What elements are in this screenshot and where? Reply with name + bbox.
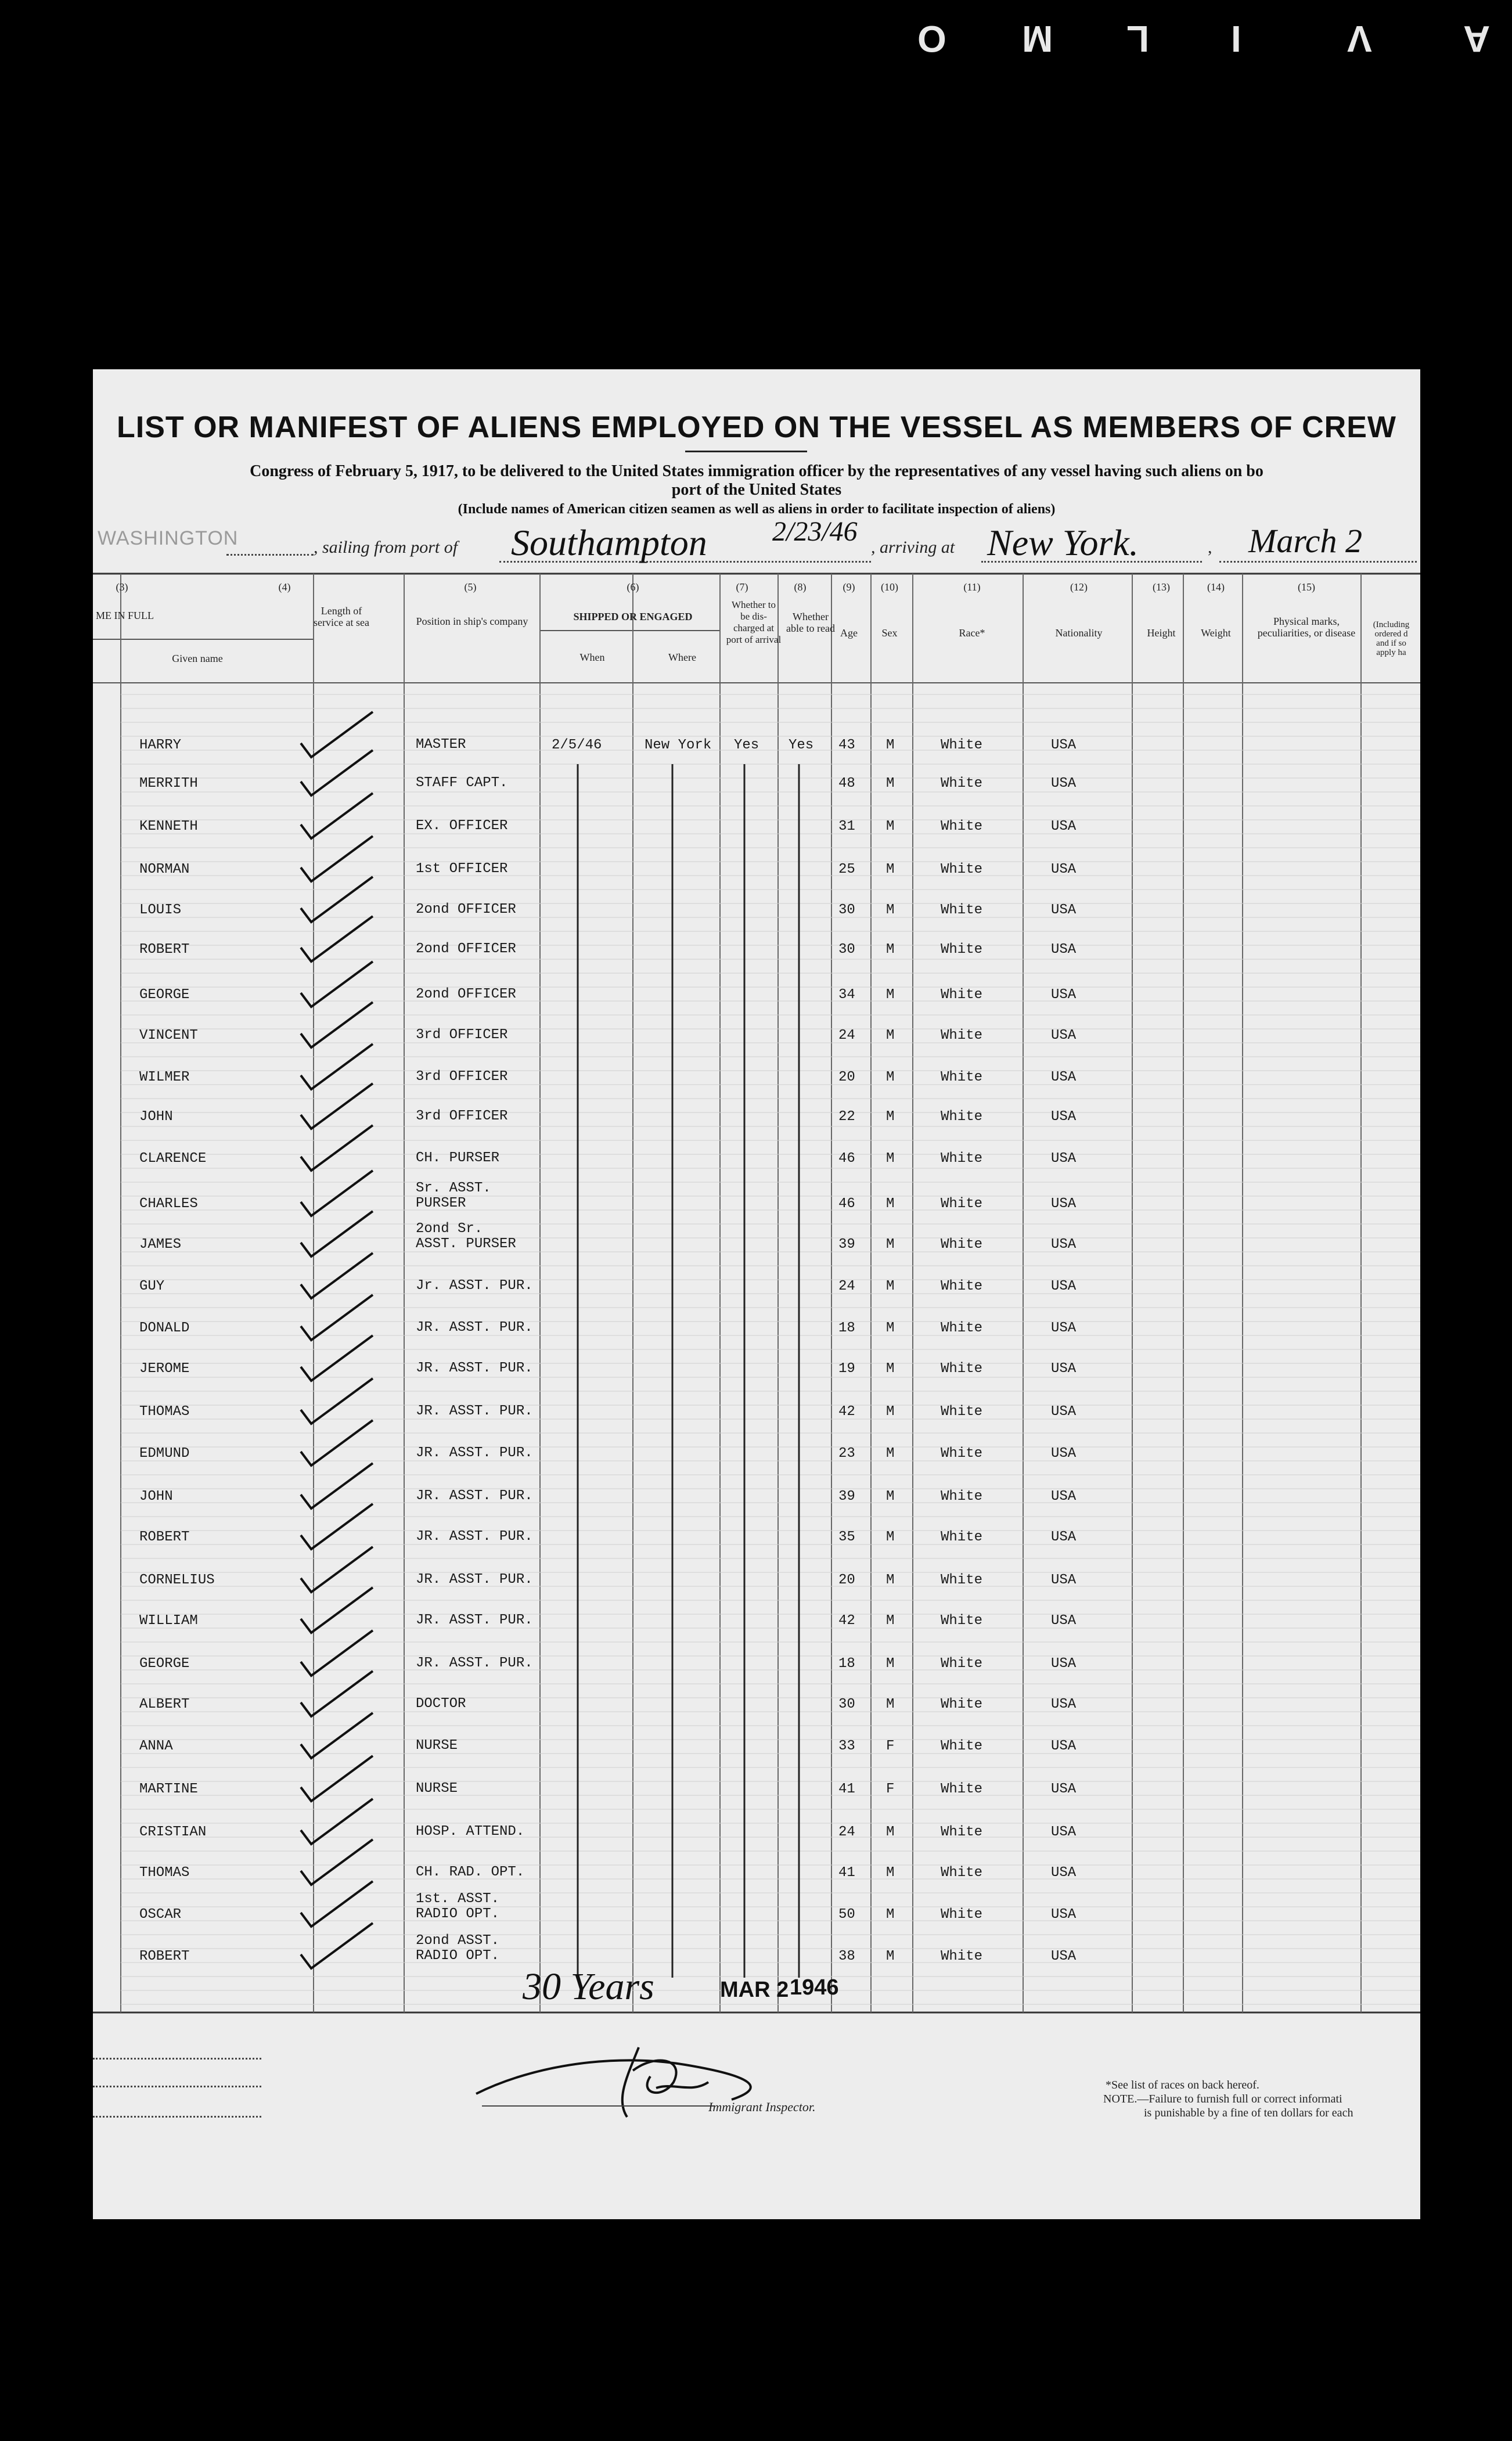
- nationality: USA: [1051, 1613, 1077, 1629]
- colnum-12: (12): [1070, 581, 1088, 593]
- colnum-11: (11): [963, 581, 981, 593]
- film-mark: A: [1463, 18, 1491, 60]
- sex: M: [886, 1151, 895, 1167]
- race: White: [941, 737, 983, 753]
- sex: M: [886, 1237, 895, 1252]
- footnote-races: *See list of races on back hereof.: [1106, 2079, 1259, 2091]
- position: Jr. ASST. PUR.: [416, 1278, 533, 1294]
- age: 33: [838, 1738, 855, 1754]
- position: JR. ASST. PUR.: [416, 1360, 533, 1376]
- sailing-date: 2/23/46: [772, 516, 858, 547]
- nationality: USA: [1051, 1656, 1077, 1672]
- header-physical-marks: Physical marks, peculiarities, or disease: [1257, 615, 1356, 639]
- given-name: CHARLES: [139, 1196, 198, 1212]
- nationality: USA: [1051, 942, 1077, 957]
- position: JR. ASST. PUR.: [416, 1572, 533, 1587]
- colnum-9: (9): [843, 581, 855, 593]
- given-name: GEORGE: [139, 1656, 190, 1672]
- first-row-discharged: Yes: [734, 737, 759, 753]
- position: 3rd OFFICER: [416, 1027, 508, 1043]
- sex: M: [886, 776, 895, 791]
- race: White: [941, 776, 983, 791]
- nationality: USA: [1051, 1781, 1077, 1797]
- race: White: [941, 1572, 983, 1588]
- sex: M: [886, 1361, 895, 1377]
- given-name: GEORGE: [139, 987, 190, 1003]
- film-mark: I: [1231, 18, 1241, 60]
- date-stamp: MAR 2: [720, 1978, 789, 2002]
- age: 42: [838, 1613, 855, 1629]
- given-name: CRISTIAN: [139, 1824, 207, 1840]
- nationality: USA: [1051, 1361, 1077, 1377]
- sex: M: [886, 1196, 895, 1212]
- header-weight: Weight: [1201, 627, 1231, 639]
- header-length-of-service: Length of service at sea: [314, 605, 369, 628]
- age: 42: [838, 1404, 855, 1420]
- race: White: [941, 1196, 983, 1212]
- position: 2ond Sr. ASST. PURSER: [416, 1221, 516, 1252]
- nationality: USA: [1051, 819, 1077, 834]
- arrival-date: March 2: [1248, 522, 1362, 560]
- given-name: KENNETH: [139, 819, 198, 834]
- film-mark: L: [1126, 18, 1150, 60]
- race: White: [941, 1404, 983, 1420]
- nationality: USA: [1051, 776, 1077, 791]
- header-where: Where: [668, 651, 696, 663]
- age: 48: [838, 776, 855, 791]
- sex: M: [886, 987, 895, 1003]
- position: NURSE: [416, 1738, 458, 1754]
- colnum-6: (6): [627, 581, 639, 593]
- given-name: WILLIAM: [139, 1613, 198, 1629]
- table-grid: [93, 369, 1420, 2219]
- position: 3rd OFFICER: [416, 1108, 508, 1124]
- sailing-port: Southampton: [511, 522, 707, 563]
- nationality: USA: [1051, 737, 1077, 753]
- nationality: USA: [1051, 1949, 1077, 1964]
- age: 18: [838, 1656, 855, 1672]
- date-stamp-year: 1946: [790, 1975, 839, 2000]
- age: 39: [838, 1489, 855, 1504]
- race: White: [941, 1697, 983, 1712]
- race: White: [941, 819, 983, 834]
- colnum-14: (14): [1207, 581, 1225, 593]
- sex: M: [886, 1824, 895, 1840]
- age: 39: [838, 1237, 855, 1252]
- given-name: LOUIS: [139, 902, 182, 918]
- page-title: LIST OR MANIFEST OF ALIENS EMPLOYED ON THE VESSEL AS MEMBERS OF CREW: [117, 411, 1396, 444]
- colnum-13: (13): [1153, 581, 1170, 593]
- position: 1st OFFICER: [416, 861, 508, 877]
- position: DOCTOR: [416, 1696, 466, 1712]
- race: White: [941, 1949, 983, 1964]
- position: JR. ASST. PUR.: [416, 1655, 533, 1671]
- race: White: [941, 1361, 983, 1377]
- sex: M: [886, 1613, 895, 1629]
- position: MASTER: [416, 737, 466, 753]
- header-given-name: Given name: [172, 653, 223, 664]
- header-able-to-read: Whether able to read: [786, 611, 835, 634]
- age: 41: [838, 1865, 855, 1881]
- nationality: USA: [1051, 902, 1077, 918]
- race: White: [941, 942, 983, 957]
- given-name: JOHN: [139, 1489, 173, 1504]
- nationality: USA: [1051, 1824, 1077, 1840]
- header-shipped-or-engaged: SHIPPED OR ENGAGED: [573, 611, 693, 622]
- colnum-3: (3): [116, 581, 128, 593]
- given-name: THOMAS: [139, 1404, 190, 1420]
- sex: M: [886, 1697, 895, 1712]
- age: 20: [838, 1070, 855, 1085]
- position: Sr. ASST. PURSER: [416, 1180, 491, 1211]
- colnum-7: (7): [736, 581, 748, 593]
- film-edge-marks: [906, 17, 1510, 58]
- header-sex: Sex: [881, 627, 898, 639]
- race: White: [941, 1824, 983, 1840]
- given-name: ROBERT: [139, 1949, 190, 1964]
- position: 2ond ASST. RADIO OPT.: [416, 1933, 500, 1964]
- nationality: USA: [1051, 1738, 1077, 1754]
- first-row-where: New York: [645, 737, 712, 753]
- sex: M: [886, 737, 895, 753]
- left-dotted-line-1: [93, 2058, 261, 2060]
- race: White: [941, 1656, 983, 1672]
- sex: M: [886, 902, 895, 918]
- sex: M: [886, 1656, 895, 1672]
- footnote-fine: is punishable by a fine of ten dollars for each: [1144, 2107, 1353, 2119]
- age: 38: [838, 1949, 855, 1964]
- age: 30: [838, 942, 855, 957]
- nationality: USA: [1051, 1109, 1077, 1125]
- nationality: USA: [1051, 1446, 1077, 1461]
- inspector-line: [482, 2105, 714, 2107]
- age: 22: [838, 1109, 855, 1125]
- sex: M: [886, 1320, 895, 1336]
- check-mark-icon: [296, 1920, 377, 1972]
- header-discharged: Whether to be dis- charged at port of arrival: [726, 599, 782, 645]
- nationality: USA: [1051, 1196, 1077, 1212]
- position: STAFF CAPT.: [416, 775, 508, 791]
- colnum-4: (4): [278, 581, 291, 593]
- sex: M: [886, 1572, 895, 1588]
- age: 46: [838, 1196, 855, 1212]
- age: 20: [838, 1572, 855, 1588]
- manifest-sheet: LIST OR MANIFEST OF ALIENS EMPLOYED ON THE VESSEL AS MEMBERS OF CREW Congress of February 5, 1917, to be delivered to the United States immigration officer by the representatives of any vessel having such aliens on bo port of the United States (Include names of American citizen seamen as well as aliens in order to facilitate inspection of aliens) WASHINGTON , sailing from port of Southampton 2/23/46 , arriving at New York. , March 2 (3) ME IN FULL Given name (4) Length of service at sea (5) Position in ship's company (6) SHIPPED OR ENGAGED When Where (7) Whether to be dis- charged at port of arrival (8) Whether able to read (9) Age (10) Sex (11) Race* (12) Nationality (13) Height (14) Weight (15) Physical marks, peculiarities, or disease (Including ordered d and if so apply ha 2/5/46 New York Yes Yes HARRY MASTER 43 M White USA MERRITH STAFF CAPT. 48 M White USA KENNETH EX. OFFICER 31 M White USA NORMAN 1st OFFICER 25 M White USA LOUIS 2ond OFFICER 30 M White USA ROBERT 2ond OFFICER 30 M White USA GEORGE 2ond OFFICER 34 M White USA VINCENT 3rd OFFICER 24 M White USA WILMER 3rd OFFICER 20 M White USA JOHN 3rd OFFICER 22 M White USA CLARENCE CH. PURSER 46 M White USA CHARLES Sr. ASST. PURSER 46 M White USA JAMES 2ond Sr. ASST. PURSER 39 M White USA GUY Jr. ASST. PUR. 24 M White USA DONALD JR. ASST. PUR. 18 M White USA JEROME JR. ASST. PUR. 19 M White USA THOMAS JR. ASST. PUR. 42 M White USA EDMUND JR. ASST. PUR. 23 M White USA JOHN JR. ASST. PUR. 39 M White USA ROBERT JR. ASST. PUR. 35 M White USA CORNELIUS JR. ASST. PUR. 20 M White USA WILLIAM JR. ASST. PUR. 42 M White USA GEORGE JR. ASST. PUR. 18 M White USA ALBERT DOCTOR 30 M White USA ANNA NURSE 33 F White USA MARTINE NURSE 41 F White USA CRISTIAN HOSP. ATTEND. 24 M White USA THOMAS CH. RAD. OPT. 41 M White USA OSCAR 1st. ASST. RADIO OPT. 50 M White USA ROBERT 2ond ASST. RADIO OPT. 38 M White USA 30 Years MAR 2 1946 Immigrant Inspector. *See list of races on back hereof. NOTE.—Failure to furnish full or correct informati is punishable by a fine of ten dollars for each: [93, 369, 1420, 2219]
- race: White: [941, 987, 983, 1003]
- header-position: Position in ship's company: [416, 615, 528, 627]
- position: JR. ASST. PUR.: [416, 1445, 533, 1461]
- age: 24: [838, 1279, 855, 1294]
- sex: M: [886, 1109, 895, 1125]
- subnote: (Include names of American citizen seamen as well as aliens in order to facilitate inspection of aliens): [458, 502, 1056, 517]
- position: EX. OFFICER: [416, 818, 508, 834]
- sex: M: [886, 862, 895, 877]
- age: 35: [838, 1529, 855, 1545]
- race: White: [941, 1529, 983, 1545]
- nationality: USA: [1051, 1489, 1077, 1504]
- check-mark-icon: [296, 913, 377, 965]
- nationality: USA: [1051, 1237, 1077, 1252]
- film-mark: O: [917, 18, 946, 60]
- header-col-16: (Including ordered d and if so apply ha: [1373, 620, 1410, 657]
- position: JR. ASST. PUR.: [416, 1612, 533, 1628]
- sailing-label: , sailing from port of: [314, 538, 458, 557]
- age: 31: [838, 819, 855, 834]
- nationality: USA: [1051, 1279, 1077, 1294]
- header-age: Age: [840, 627, 858, 639]
- position: 2ond OFFICER: [416, 941, 516, 957]
- position: 3rd OFFICER: [416, 1069, 508, 1085]
- colnum-5: (5): [464, 581, 477, 593]
- sex: M: [886, 1404, 895, 1420]
- sex: F: [886, 1738, 895, 1754]
- sex: M: [886, 1489, 895, 1504]
- nationality: USA: [1051, 862, 1077, 877]
- first-row-when: 2/5/46: [552, 737, 602, 753]
- colnum-15: (15): [1298, 581, 1315, 593]
- position: CH. PURSER: [416, 1150, 500, 1166]
- sex: M: [886, 1279, 895, 1294]
- subtitle: [93, 462, 1420, 499]
- race: White: [941, 1320, 983, 1336]
- tally-note: 30 Years: [523, 1965, 654, 2008]
- nationality: USA: [1051, 1529, 1077, 1545]
- nationality: USA: [1051, 1151, 1077, 1167]
- age: 19: [838, 1361, 855, 1377]
- race: White: [941, 902, 983, 918]
- race: White: [941, 1446, 983, 1461]
- given-name: ROBERT: [139, 942, 190, 957]
- race: White: [941, 862, 983, 877]
- age: 25: [838, 862, 855, 877]
- given-name: ANNA: [139, 1738, 173, 1754]
- nationality: USA: [1051, 1028, 1077, 1043]
- given-name: MERRITH: [139, 776, 198, 791]
- given-name: CLARENCE: [139, 1151, 207, 1167]
- given-name: OSCAR: [139, 1907, 182, 1922]
- header-nationality: Nationality: [1055, 627, 1103, 639]
- age: 30: [838, 1697, 855, 1712]
- given-name: CORNELIUS: [139, 1572, 215, 1588]
- position: CH. RAD. OPT.: [416, 1864, 525, 1880]
- given-name: ROBERT: [139, 1529, 190, 1545]
- given-name: GUY: [139, 1279, 165, 1294]
- age: 30: [838, 902, 855, 918]
- age: 24: [838, 1028, 855, 1043]
- arriving-port: New York.: [987, 522, 1139, 563]
- title-rule: [685, 451, 807, 452]
- race: White: [941, 1489, 983, 1504]
- age: 50: [838, 1907, 855, 1922]
- first-row-read: Yes: [789, 737, 814, 753]
- position: 1st. ASST. RADIO OPT.: [416, 1891, 500, 1922]
- header-name-in-full: ME IN FULL: [96, 610, 154, 621]
- header-race: Race*: [959, 627, 985, 639]
- sex: M: [886, 1949, 895, 1964]
- position: HOSP. ATTEND.: [416, 1824, 525, 1839]
- nationality: USA: [1051, 1697, 1077, 1712]
- sex: M: [886, 1070, 895, 1085]
- vessel-dotted-line: [226, 554, 314, 556]
- left-dotted-line-2: [93, 2086, 261, 2087]
- left-dotted-line-3: [93, 2116, 261, 2118]
- film-mark: V: [1347, 18, 1372, 60]
- subtitle-line-2: port of the United States: [671, 481, 842, 499]
- sex: M: [886, 942, 895, 957]
- race: White: [941, 1151, 983, 1167]
- film-mark: M: [1022, 18, 1053, 60]
- subtitle-line-1: Congress of February 5, 1917, to be delivered to the United States immigration officer by the representatives of any vessel having such aliens on bo: [250, 462, 1263, 480]
- inspector-label: Immigrant Inspector.: [708, 2100, 816, 2114]
- header-when: When: [579, 651, 605, 663]
- position: JR. ASST. PUR.: [416, 1320, 533, 1335]
- colnum-10: (10): [881, 581, 898, 593]
- race: White: [941, 1613, 983, 1629]
- position: JR. ASST. PUR.: [416, 1403, 533, 1419]
- given-name: JEROME: [139, 1361, 190, 1377]
- race: White: [941, 1781, 983, 1797]
- nationality: USA: [1051, 1572, 1077, 1588]
- sex: M: [886, 1028, 895, 1043]
- race: White: [941, 1865, 983, 1881]
- given-name: JOHN: [139, 1109, 173, 1125]
- nationality: USA: [1051, 1404, 1077, 1420]
- age: 34: [838, 987, 855, 1003]
- given-name: VINCENT: [139, 1028, 198, 1043]
- sex: M: [886, 1865, 895, 1881]
- given-name: DONALD: [139, 1320, 190, 1336]
- sex: M: [886, 1446, 895, 1461]
- age: 41: [838, 1781, 855, 1797]
- arriving-label: , arriving at: [871, 538, 955, 557]
- race: White: [941, 1279, 983, 1294]
- header-height: Height: [1147, 627, 1176, 639]
- age: 43: [838, 737, 855, 753]
- sex: M: [886, 1529, 895, 1545]
- position: 2ond OFFICER: [416, 987, 516, 1002]
- position: 2ond OFFICER: [416, 902, 516, 917]
- race: White: [941, 1237, 983, 1252]
- given-name: THOMAS: [139, 1865, 190, 1881]
- race: White: [941, 1738, 983, 1754]
- race: White: [941, 1109, 983, 1125]
- nationality: USA: [1051, 1320, 1077, 1336]
- nationality: USA: [1051, 1070, 1077, 1085]
- given-name: JAMES: [139, 1237, 182, 1252]
- vessel-name: WASHINGTON: [98, 527, 239, 549]
- given-name: HARRY: [139, 737, 182, 753]
- age: 24: [838, 1824, 855, 1840]
- nationality: USA: [1051, 987, 1077, 1003]
- nationality: USA: [1051, 1865, 1077, 1881]
- age: 46: [838, 1151, 855, 1167]
- age: 18: [838, 1320, 855, 1336]
- nationality: USA: [1051, 1907, 1077, 1922]
- given-name: NORMAN: [139, 862, 190, 877]
- position: JR. ASST. PUR.: [416, 1488, 533, 1504]
- sex: M: [886, 1907, 895, 1922]
- colnum-8: (8): [794, 581, 807, 593]
- given-name: ALBERT: [139, 1697, 190, 1712]
- race: White: [941, 1070, 983, 1085]
- race: White: [941, 1907, 983, 1922]
- sex: M: [886, 819, 895, 834]
- race: White: [941, 1028, 983, 1043]
- position: NURSE: [416, 1781, 458, 1796]
- sex: F: [886, 1781, 895, 1797]
- given-name: WILMER: [139, 1070, 190, 1085]
- check-mark-icon: [296, 1122, 377, 1174]
- given-name: MARTINE: [139, 1781, 198, 1797]
- position: JR. ASST. PUR.: [416, 1529, 533, 1544]
- arrival-date-dotted-line: [1219, 561, 1417, 563]
- age: 23: [838, 1446, 855, 1461]
- footnote-note: NOTE.—Failure to furnish full or correct informati: [1103, 2093, 1342, 2105]
- given-name: EDMUND: [139, 1446, 190, 1461]
